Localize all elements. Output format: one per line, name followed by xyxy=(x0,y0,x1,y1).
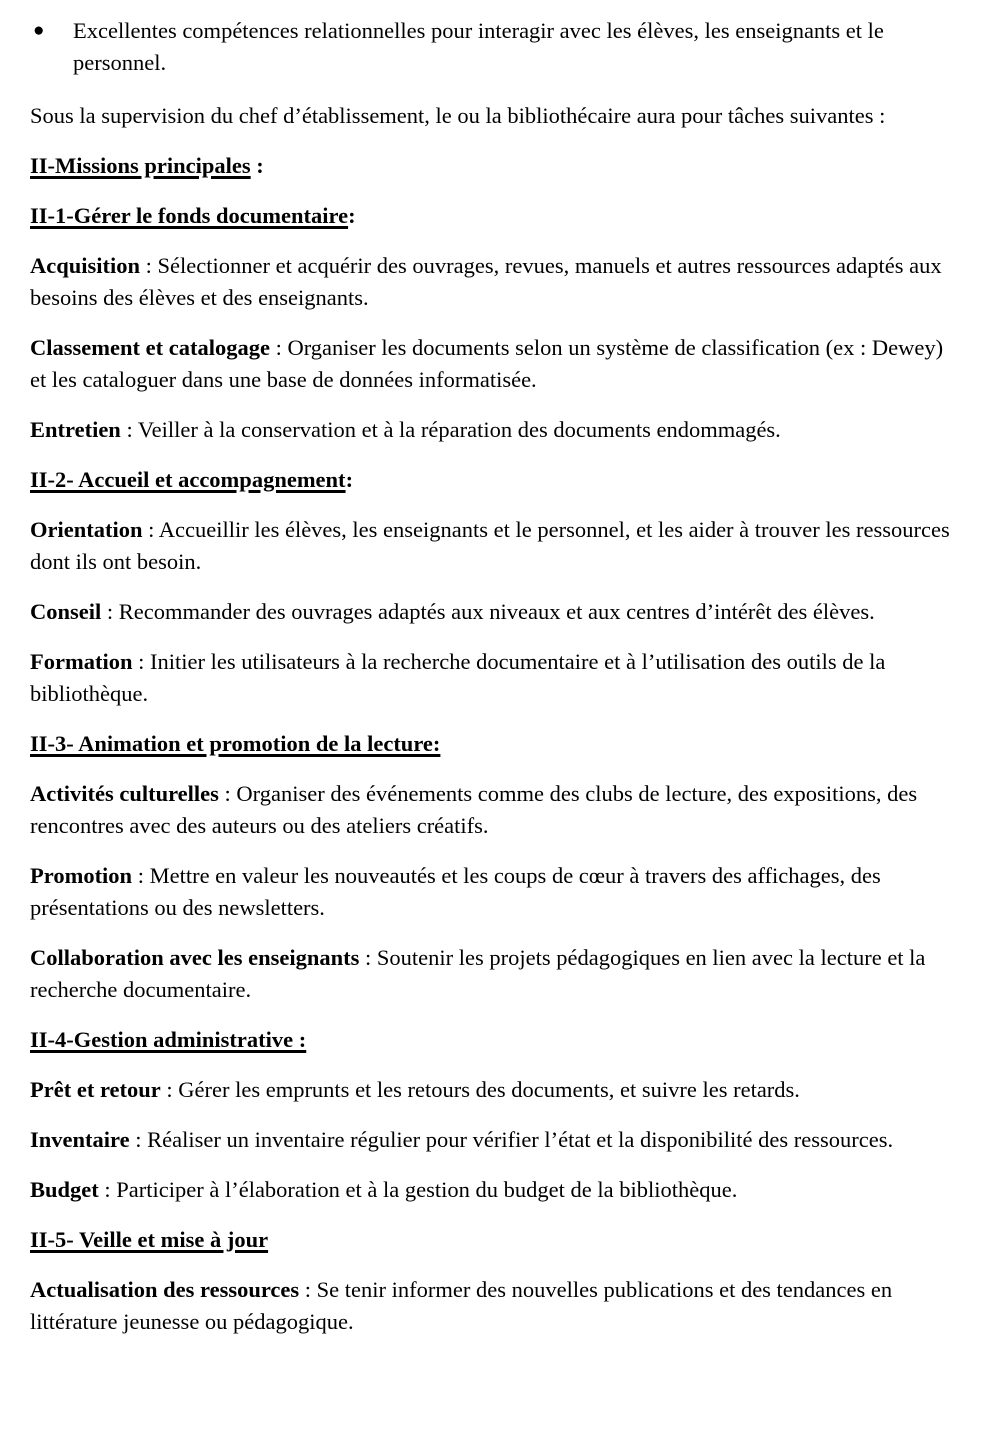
term-paragraph-orientation xyxy=(30,514,958,578)
term-label: Budget xyxy=(30,1177,99,1202)
term-paragraph-collaboration-enseignants xyxy=(30,942,958,1006)
term-label: Inventaire xyxy=(30,1127,130,1152)
term-description: : Recommander des ouvrages adaptés aux niveaux et aux centres d’intérêt des élèves. xyxy=(101,599,875,624)
section-heading-ii-3-animation xyxy=(30,728,958,760)
term-label: Entretien xyxy=(30,417,121,442)
section-heading-ii-2-accueil xyxy=(30,464,958,496)
heading-underlined-text: II-3- Animation et promotion de la lecture: xyxy=(30,731,441,756)
term-paragraph-acquisition xyxy=(30,250,958,314)
term-paragraph-activites-culturelles xyxy=(30,778,958,842)
term-description: : Participer à l’élaboration et à la gestion du budget de la bibliothèque. xyxy=(98,1177,738,1202)
heading-underlined-text: II-5- Veille et mise à jour xyxy=(30,1227,269,1252)
term-label: Acquisition xyxy=(30,253,141,278)
term-paragraph-budget xyxy=(30,1174,958,1206)
term-label: Formation xyxy=(30,649,133,674)
intro-paragraph: Sous la supervision du chef d’établissement, le ou la bibliothécaire aura pour tâches suivantes : xyxy=(30,103,886,128)
term-label: Classement et catalogage xyxy=(30,335,270,360)
term-description: : Veiller à la conservation et à la réparation des documents endommagés. xyxy=(120,417,781,442)
term-paragraph-pret-retour xyxy=(30,1074,958,1106)
term-description: : Accueillir les élèves, les enseignants et le personnel, et les aider à trouver les ressources dont ils ont besoin. xyxy=(30,517,950,574)
term-paragraph-entretien xyxy=(30,414,958,446)
term-label: Conseil xyxy=(30,599,102,624)
heading-suffix: : xyxy=(250,153,264,178)
term-description: : Mettre en valeur les nouveautés et les coups de cœur à travers des affichages, des présentations ou des newsletters. xyxy=(30,863,881,920)
term-paragraph-classement-catalogage xyxy=(30,332,958,396)
heading-underlined-text: II-1-Gérer le fonds documentaire xyxy=(30,203,349,228)
term-description: : Soutenir les projets pédagogiques en lien avec la lecture et la recherche documentaire. xyxy=(30,945,926,1002)
term-paragraph-formation xyxy=(30,646,958,710)
bullet-icon: ● xyxy=(33,20,45,41)
term-paragraph-inventaire xyxy=(30,1124,958,1156)
section-heading-ii-4-gestion-administrative xyxy=(30,1024,958,1056)
term-paragraph-actualisation-ressources xyxy=(30,1274,958,1338)
term-description: : Organiser les documents selon un système de classification (ex : Dewey) et les cataloguer dans une base de données informatisée. xyxy=(30,335,944,392)
term-label: Promotion xyxy=(30,863,133,888)
term-paragraph-promotion xyxy=(30,860,958,924)
term-description: : Réaliser un inventaire régulier pour vérifier l’état et la disponibilité des ressources. xyxy=(129,1127,894,1152)
term-label: Actualisation des ressources xyxy=(30,1277,300,1302)
term-label: Prêt et retour xyxy=(30,1077,161,1102)
heading-underlined-text: II-Missions principales xyxy=(30,153,251,178)
term-label: Activités culturelles xyxy=(30,781,219,806)
term-paragraph-conseil xyxy=(30,596,958,628)
term-description: : Sélectionner et acquérir des ouvrages, revues, manuels et autres ressources adaptés aux besoins des élèves et des enseignants. xyxy=(30,253,942,310)
bullet-list-item xyxy=(33,15,958,79)
heading-suffix: : xyxy=(348,203,356,228)
heading-underlined-text: II-2- Accueil et accompagnement xyxy=(30,467,346,492)
term-description: : Organiser des événements comme des clubs de lecture, des expositions, des rencontres avec des auteurs ou des ateliers créatifs. xyxy=(30,781,918,838)
term-label: Orientation xyxy=(30,517,143,542)
term-label: Collaboration avec les enseignants xyxy=(30,945,360,970)
heading-underlined-text: II-4-Gestion administrative : xyxy=(30,1027,307,1052)
term-description: : Initier les utilisateurs à la recherche documentaire et à l’utilisation des outils de la bibliothèque. xyxy=(30,649,886,706)
term-description: : Gérer les emprunts et les retours des documents, et suivre les retards. xyxy=(160,1077,800,1102)
section-heading-ii-1-fonds-documentaire xyxy=(30,200,958,232)
bullet-item-text: Excellentes compétences relationnelles pour interagir avec les élèves, les enseignants et le personnel. xyxy=(73,18,884,75)
heading-suffix: : xyxy=(345,467,354,492)
section-heading-ii-5-veille xyxy=(30,1224,958,1256)
section-heading-missions-principales xyxy=(30,150,958,182)
term-description: : Se tenir informer des nouvelles publications et des tendances en littérature jeunesse ou pédagogique. xyxy=(30,1277,893,1334)
